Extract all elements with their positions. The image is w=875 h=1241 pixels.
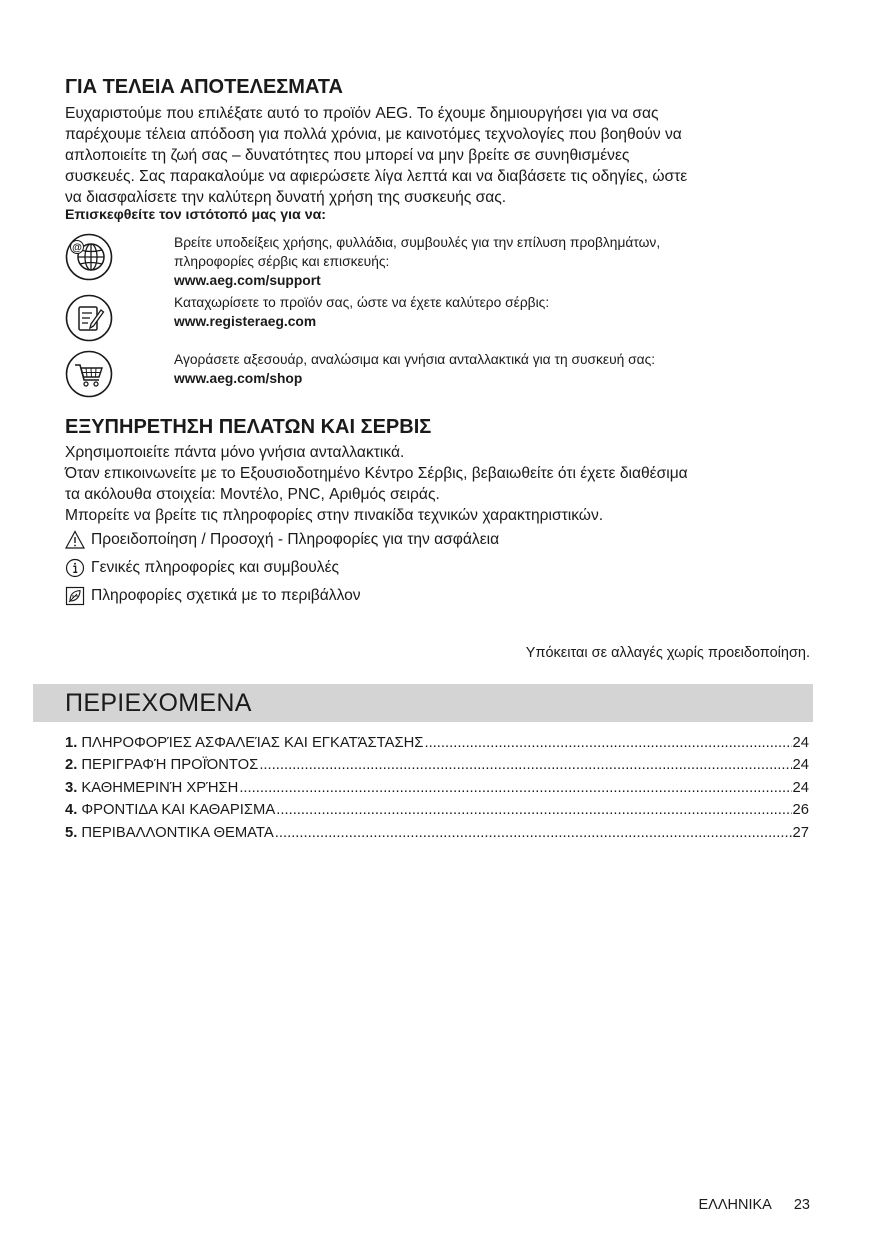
toc-item[interactable] (65, 802, 809, 824)
service-text-line: Καταχωρίσετε το προϊόν σας, ώστε να έχετε καλύτερο σέρβις: (174, 295, 550, 310)
toc-item-label: ΠΛΗΡΟΦΟΡΊΕΣ ΑΣΦΑΛΕΊΑΣ ΚΑΙ ΕΓΚΑΤΆΣΤΑΣΗΣ (81, 735, 424, 751)
service-text-line: Αγοράσετε αξεσουάρ, αναλώσιμα και γνήσια ανταλλακτικά για τη συσκευή σας: (174, 352, 656, 367)
info-circle-icon (65, 558, 85, 578)
register-form-icon (65, 294, 113, 342)
toc-item-page: 27 (792, 824, 809, 841)
footer-page-number: 23 (793, 1197, 810, 1213)
toc-item-page: 26 (792, 802, 809, 819)
svg-text:@: @ (72, 242, 82, 254)
footer-language: ΕΛΛΗΝΙΚΑ (698, 1197, 772, 1213)
symbol-warning-text: Προειδοποίηση / Προσοχή - Πληροφορίες για την ασφάλεια (91, 531, 500, 548)
toc-leader-dots (275, 825, 792, 841)
toc-item-number: 1. (65, 735, 78, 751)
toc-item-label: ΦΡΟΝΤΙΔΑ ΚΑΙ ΚΑΘΑΡΙΣΜΑ (81, 802, 276, 819)
toc-item-label: ΠΕΡΙΓΡΑΦΉ ΠΡΟΪΌΝΤΟΣ (81, 757, 259, 774)
symbol-environment-text: Πληροφορίες σχετικά με το περιβάλλον (91, 587, 361, 604)
service-line: Χρησιμοποιείτε πάντα μόνο γνήσια ανταλλακτικά. (65, 444, 405, 461)
shopping-cart-icon (65, 350, 113, 398)
symbol-info (65, 558, 339, 578)
service-line: Μπορείτε να βρείτε τις πληροφορίες στην πινακίδα τεχνικών χαρακτηριστικών. (65, 507, 604, 524)
table-of-contents (65, 735, 809, 847)
register-link[interactable]: www.registeraeg.com (174, 314, 317, 329)
toc-leader-dots (424, 735, 791, 751)
service-line: τα ακόλουθα στοιχεία: Μοντέλο, PNC, Αριθμός σειράς. (65, 486, 440, 503)
support-link[interactable]: www.aeg.com/support (174, 273, 321, 288)
change-notice: Υπόκειται σε αλλαγές χωρίς προειδοποίηση. (525, 645, 810, 661)
toc-item-number: 3. (65, 779, 78, 796)
intro-paragraph (65, 103, 815, 208)
intro-line: να διασφαλίσετε την καλύτερη δυνατή χρήση της συσκευής σας. (65, 189, 507, 206)
toc-item-label: ΚΑΘΗΜΕΡΙΝΉ ΧΡΉΣΗ (81, 779, 239, 796)
intro-line: συσκευές. Σας παρακαλούμε να αφιερώσετε λίγα λεπτά και να διαβάσετε τις οδηγίες, ώστε (65, 168, 688, 185)
symbol-info-text: Γενικές πληροφορίες και συμβουλές (91, 559, 340, 576)
service-text-line: πληροφορίες σέρβις και επισκευής: (174, 254, 390, 269)
warning-triangle-icon (65, 530, 85, 550)
intro-line: παρέχουμε τέλεια απόδοση για πολλά χρόνια, με καινοτόμες τεχνολογίες που βοηθούν να (65, 126, 682, 143)
service-text-line: Βρείτε υποδείξεις χρήσης, φυλλάδια, συμβουλές για την επίλυση προβλημάτων, (174, 235, 661, 250)
toc-leader-dots (239, 780, 791, 796)
toc-item-number: 4. (65, 802, 78, 819)
toc-leader-dots (259, 757, 791, 773)
toc-item-number: 2. (65, 757, 78, 774)
service-shop (174, 350, 794, 388)
intro-line: απλοποιείτε τη ζωή σας – δυνατότητες που μπορεί να μην βρείτε σε συνηθισμένες (65, 147, 630, 164)
service-support (174, 233, 794, 290)
toc-item-page: 24 (792, 735, 809, 751)
toc-item-number: 5. (65, 824, 78, 841)
symbol-warning (65, 530, 499, 550)
intro-line: Ευχαριστούμε που επιλέξατε αυτό το προϊόν AEG. Το έχουμε δημιουργήσει για να σας (65, 105, 659, 122)
toc-title: ΠΕΡΙΕΧΟΜΕΝΑ (65, 689, 252, 717)
section-title-perfect-results: ΓΙΑ ΤΕΛΕΙΑ ΑΠΟΤΕΛΕΣΜΑΤΑ (65, 76, 343, 98)
service-line: Όταν επικοινωνείτε με το Εξουσιοδοτημένο Κέντρο Σέρβις, βεβαιωθείτε ότι έχετε διαθέσιμα (65, 465, 688, 482)
toc-item[interactable] (65, 825, 809, 847)
visit-website-label: Επισκεφθείτε τον ιστότοπό μας για να: (65, 207, 327, 223)
service-paragraph (65, 442, 825, 526)
web-globe-icon (65, 233, 113, 281)
toc-item-page: 24 (792, 779, 809, 796)
shop-link[interactable]: www.aeg.com/shop (174, 371, 303, 386)
toc-item-page: 24 (792, 757, 809, 774)
toc-item[interactable] (65, 757, 809, 779)
toc-item-label: ΠΕΡΙΒΑΛΛΟΝΤΙΚΑ ΘΕΜΑΤΑ (81, 824, 274, 841)
symbol-environment (65, 586, 361, 606)
environment-leaf-icon (65, 586, 85, 606)
service-register (174, 293, 794, 331)
page-footer (699, 1197, 811, 1213)
toc-item[interactable] (65, 735, 809, 757)
toc-leader-dots (276, 802, 791, 818)
section-title-customer-service: ΕΞΥΠΗΡΕΤΗΣΗ ΠΕΛΑΤΩΝ ΚΑΙ ΣΕΡΒΙΣ (65, 416, 432, 438)
toc-item[interactable] (65, 780, 809, 802)
